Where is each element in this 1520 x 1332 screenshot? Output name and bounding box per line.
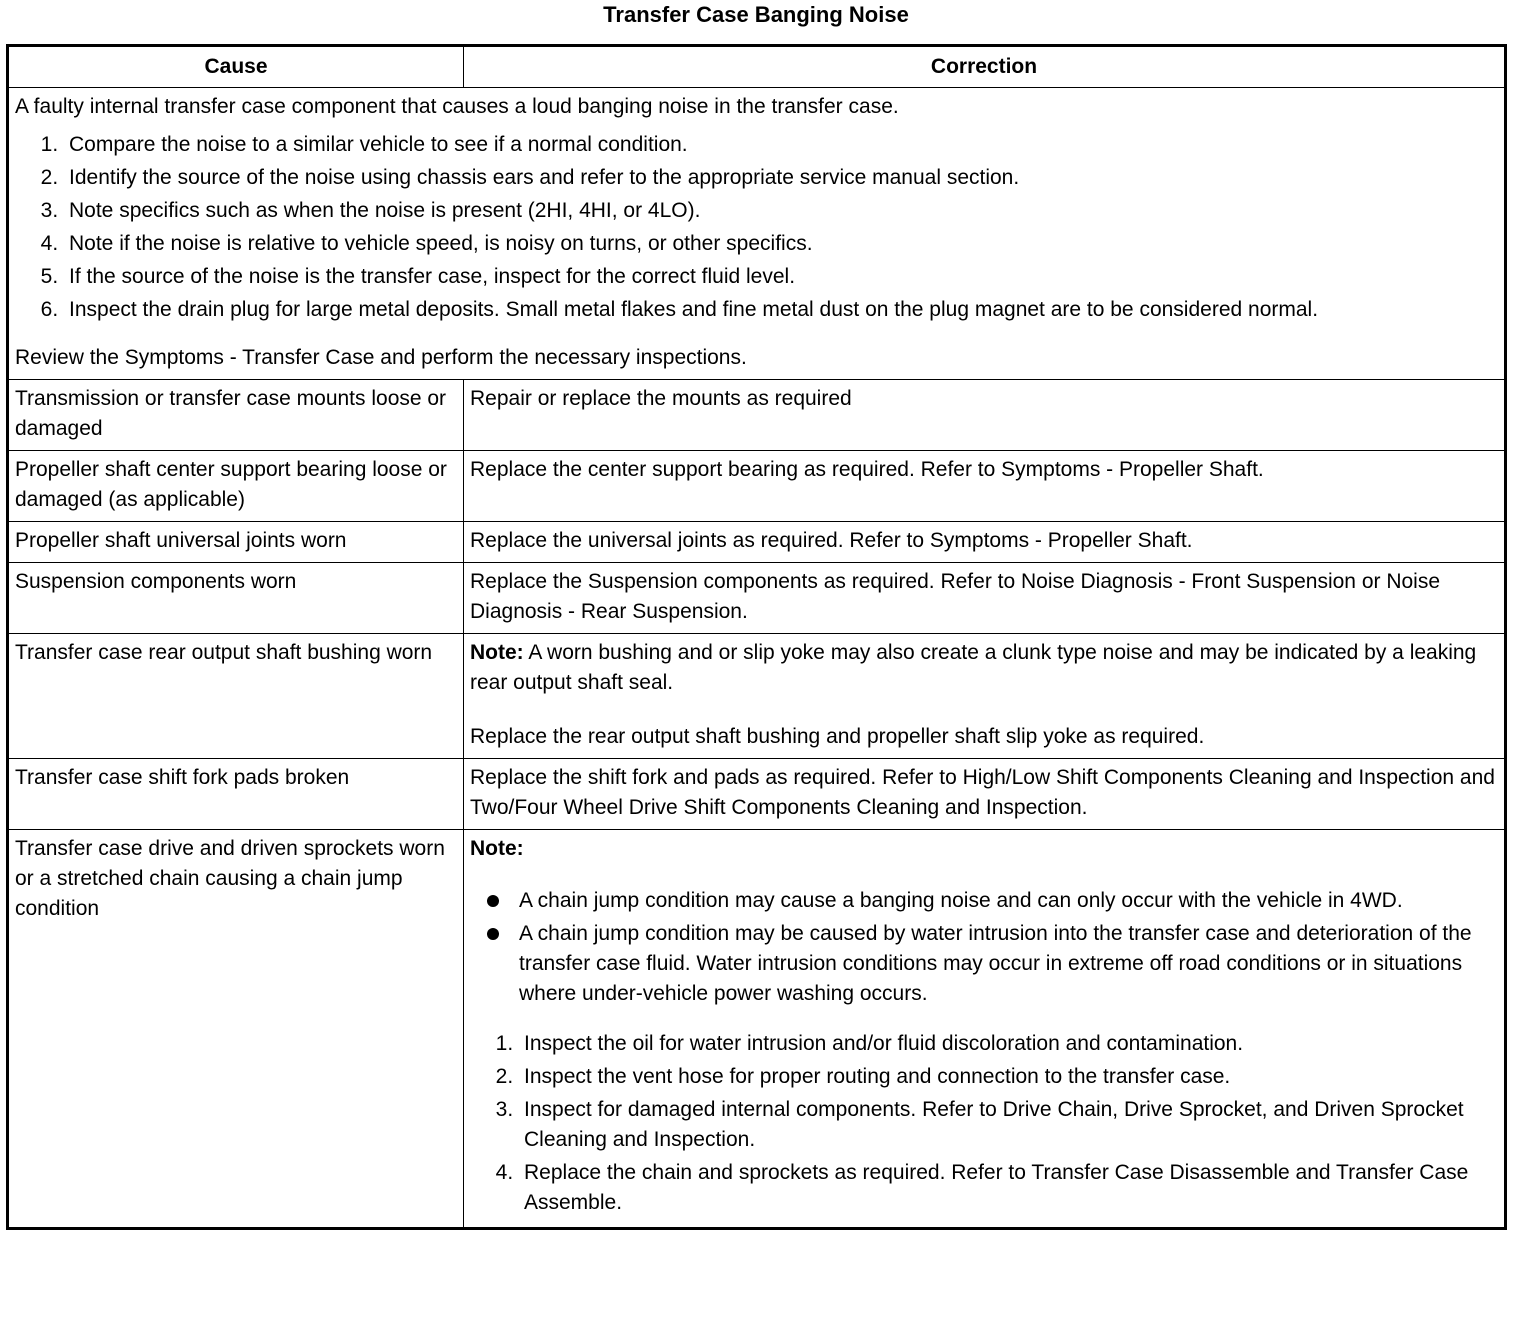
- correction-cell: Replace the universal joints as required. Refer to Symptoms - Propeller Shaft.: [464, 522, 1506, 563]
- cause-cell: Transfer case shift fork pads broken: [8, 759, 464, 830]
- intro-step: 3. Note specifics such as when the noise is present (2HI, 4HI, or 4LO).: [64, 196, 1498, 226]
- intro-step: 6. Inspect the drain plug for large metal deposits. Small metal flakes and fine metal dust on the plug magnet are to be considered normal.: [64, 295, 1498, 325]
- table-row: [8, 380, 1506, 451]
- correction-cell: [464, 830, 1506, 1229]
- cause-cell: Transfer case rear output shaft bushing worn: [8, 634, 464, 759]
- note-text: A worn bushing and or slip yoke may also create a clunk type noise and may be indicated by a leaking rear output shaft seal.: [470, 641, 1477, 694]
- table-row: [8, 522, 1506, 563]
- intro-row: [8, 88, 1506, 380]
- intro-steps: [15, 130, 1498, 325]
- cause-header: Cause: [8, 46, 464, 88]
- note-bullets: [470, 886, 1498, 1009]
- document-title: Transfer Case Banging Noise: [603, 2, 909, 27]
- correction-steps: [470, 1029, 1498, 1218]
- correction-step: 1. Inspect the oil for water intrusion and/or fluid discoloration and contamination.: [519, 1029, 1498, 1059]
- correction-cell: [464, 634, 1506, 759]
- bullet-text: A chain jump condition may be caused by water intrusion into the transfer case and deterioration of the transfer case fluid. Water intrusion conditions may occur in extreme off road conditions or in situations where under-vehicle power washing occurs.: [519, 922, 1472, 1005]
- note-label: Note:: [470, 837, 524, 860]
- note-label: Note:: [470, 641, 524, 664]
- intro-cell: [8, 88, 1506, 380]
- cause-cell: Propeller shaft universal joints worn: [8, 522, 464, 563]
- correction-cell: Replace the shift fork and pads as required. Refer to High/Low Shift Components Cleaning and Inspection and Two/Four Wheel Drive Shift Components Cleaning and Inspection.: [464, 759, 1506, 830]
- note-bullet: [519, 919, 1498, 1009]
- bullet-icon: [487, 895, 499, 907]
- correction-text: Replace the rear output shaft bushing and propeller shaft slip yoke as required.: [470, 725, 1205, 748]
- note-bullet: [519, 886, 1498, 916]
- intro-step: 1. Compare the noise to a similar vehicle to see if a normal condition.: [64, 130, 1498, 160]
- note: [470, 834, 1498, 864]
- table-row: [8, 634, 1506, 759]
- correction-step: 2. Inspect the vent hose for proper routing and connection to the transfer case.: [519, 1062, 1498, 1092]
- intro-text: A faulty internal transfer case component that causes a loud banging noise in the transfer case.: [15, 95, 899, 118]
- bullet-text: A chain jump condition may cause a banging noise and can only occur with the vehicle in 4WD.: [519, 889, 1403, 912]
- table-row: [8, 830, 1506, 1229]
- correction-cell: Replace the Suspension components as required. Refer to Noise Diagnosis - Front Suspension or Noise Diagnosis - Rear Suspension.: [464, 563, 1506, 634]
- intro-step: 4. Note if the noise is relative to vehicle speed, is noisy on turns, or other specifics.: [64, 229, 1498, 259]
- diagnosis-table: [6, 44, 1507, 1230]
- cause-cell: Suspension components worn: [8, 563, 464, 634]
- intro-step: 2. Identify the source of the noise using chassis ears and refer to the appropriate service manual section.: [64, 163, 1498, 193]
- cause-cell: Propeller shaft center support bearing loose or damaged (as applicable): [8, 451, 464, 522]
- note: [470, 638, 1498, 698]
- correction-header: Correction: [464, 46, 1506, 88]
- header-row: [8, 46, 1506, 88]
- correction-step: 3. Inspect for damaged internal components. Refer to Drive Chain, Drive Sprocket, and Driven Sprocket Cleaning and Inspection.: [519, 1095, 1498, 1155]
- correction-cell: Replace the center support bearing as required. Refer to Symptoms - Propeller Shaft.: [464, 451, 1506, 522]
- table-row: [8, 563, 1506, 634]
- cause-cell: Transmission or transfer case mounts loose or damaged: [8, 380, 464, 451]
- table-row: [8, 759, 1506, 830]
- correction-step: 4. Replace the chain and sprockets as required. Refer to Transfer Case Disassemble and Transfer Case Assemble.: [519, 1158, 1498, 1218]
- intro-step: 5. If the source of the noise is the transfer case, inspect for the correct fluid level.: [64, 262, 1498, 292]
- table-row: [8, 451, 1506, 522]
- correction-cell: Repair or replace the mounts as required: [464, 380, 1506, 451]
- cause-cell: Transfer case drive and driven sprockets worn or a stretched chain causing a chain jump condition: [8, 830, 464, 1229]
- bullet-icon: [487, 928, 499, 940]
- intro-footer: Review the Symptoms - Transfer Case and perform the necessary inspections.: [15, 346, 747, 369]
